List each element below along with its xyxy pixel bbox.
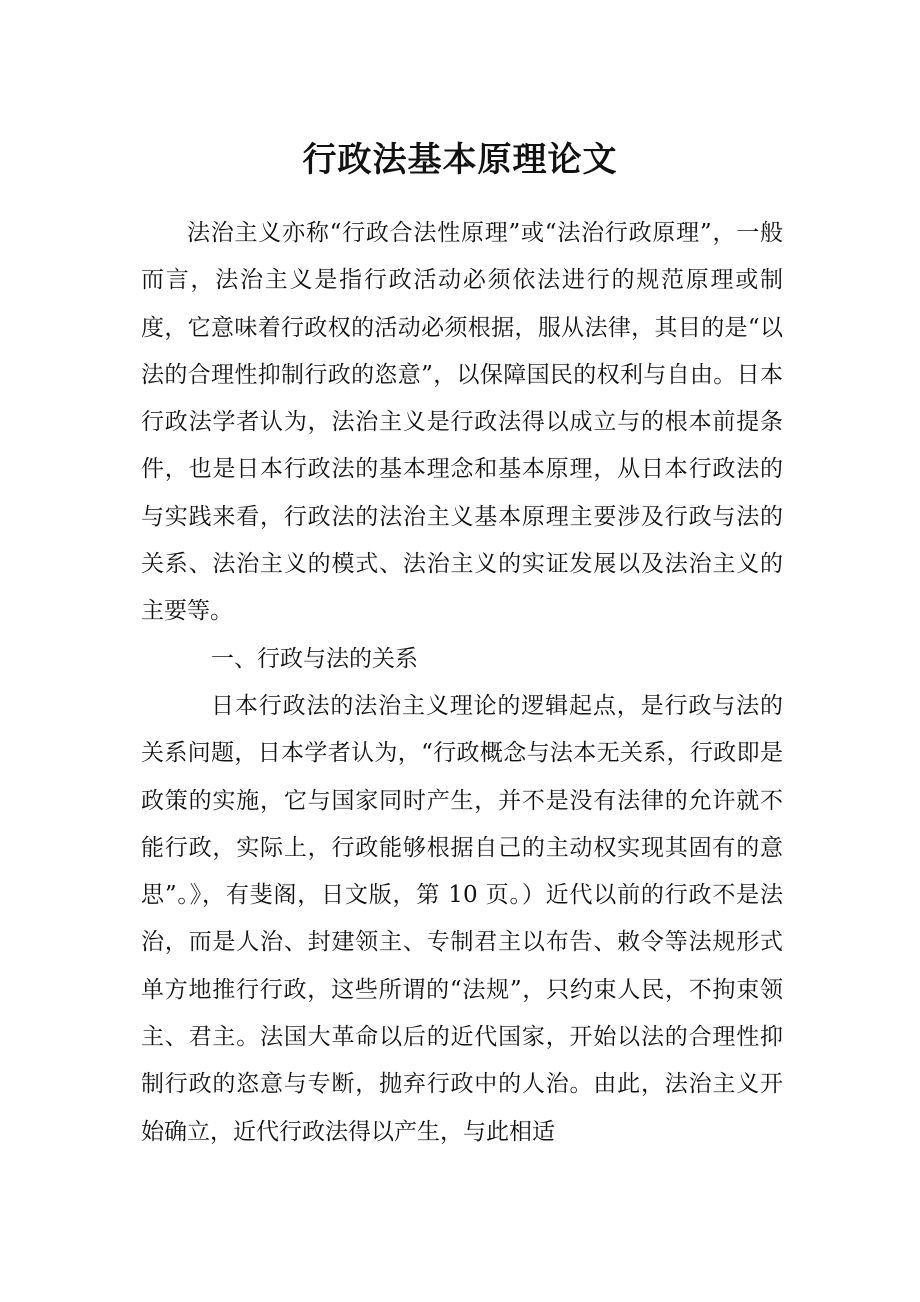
section-paragraph: 日本行政法的法治主义理论的逻辑起点，是行政与法的关系问题，日本学者认为，“行政概念与法本无关系，行政即是政策的实施，它与国家同时产生，并不是没有法律的允许就不能行政，实际上，行政能够根据自己的主动权实现其固有的意思”。》，有斐阁，日文版，第 10 页。）近代以前的行政不是法治，而是人治、封建领主、专制君主以布告、敕令等法规形式单方地推行行政，这些所谓的“法规”，只约束人民，不拘束领主、君主。法国大革命以后的近代国家，开始以法的合理性抑制行政的恣意与专断，抛弃行政中的人治。由此，法治主义开始确立，近代行政法得以产生，与此相适 — [141, 693, 783, 1145]
document-title: 行政法基本原理论文 — [302, 139, 618, 180]
section-heading: 一、行政与法的关系 — [211, 646, 418, 672]
intro-paragraph: 法治主义亦称“行政合法性原理”或“法治行政原理”，一般而言，法治主义是指行政活动必须依法进行的规范原理或制度，它意味着行政权的活动必须根据，服从法律，其目的是“以法的合理性抑制行政的恣意”，以保障国民的权利与自由。日本行政法学者认为，法治主义是行政法得以成立与的根本前提条件，也是日本行政法的基本理念和基本原理，从日本行政法的与实践来看，行政法的法治主义基本原理主要涉及行政与法的关系、法治主义的模式、法治主义的实证发展以及法治主义的主要等。 — [141, 220, 783, 625]
